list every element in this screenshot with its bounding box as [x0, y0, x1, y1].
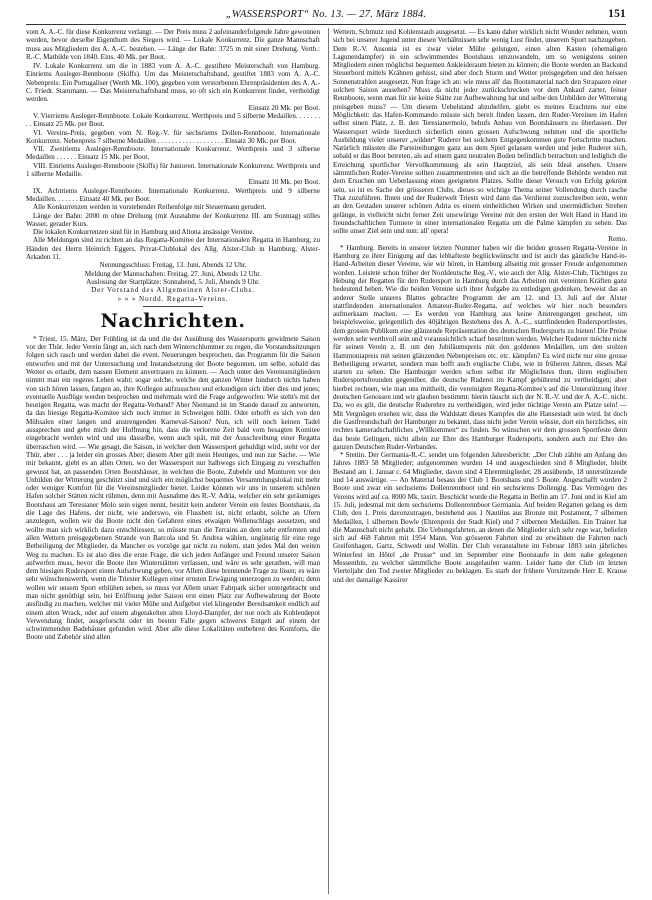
- paragraph: Alle Konkurrenzen werden in vorstehender Reihenfolge mit Steuermann gerudert.: [33, 203, 267, 212]
- paragraph: Auslosung der Startplätze: Sonnabend, 5. Juli, Abends 9 Uhr.: [86, 277, 260, 286]
- signature-line: Der Vorstand des Allgemeinen Alster-Clubs.: [91, 286, 255, 295]
- news-item: * Triest, 15. März. Der Frühling ist da und die der Ausübung des Wassersports gewidmete Saison vor der Thür. Jeder Verein fängt an, sich nach dem Winterschlummer zu regen, die Vorstandssitzungen folgen sich rasch und werden dabei die event. Neuerungen besprochen, das Programm für die Saison entworfen und mit der Untersuchung und Instandsetzung der Boote begonnen, um selbe, sobald das Wetter es erlaubt, dem nassen Element anvertrauen zu können. — Auch unter den Vereinsmitgliedern nimmt man ein regeres Leben wahr; sogar solche, welche den ganzen Winter hindurch nichts haben von sich hören lassen, fangen an, ihre Kollegen aufzusuchen und erkundigen sich über dies und jenes; eventuelle Ausflüge werden besprochen und mehrmals wird die Frage aufgeworfen: Wie steht's mit der heurigen Regatta, was macht der Regatta-Verband? Aber Niemand ist im Stande darauf zu antworten, da das hiesige Regatta-Komitee sich noch immer in Schweigen hüllt. Oder erhofft es sich von den Mühsalen einer langen und anstrengenden Karneval-Saison? Nun, ich will noch keinen Tadel aussprechen und gebe mich der Hoffnung hin, dass die verlorene Zeit bald vom besagten Komitee eingebracht werden wird und uns dasselbe, wenn auch spät, mit der Ausschreibung einer Regatta überraschen wird. — Wie gesagt, die Saison, in welcher dem Wassersport gehuldigt wird, steht vor der Thür, aber . . . ja leider ein grosses Aber; diesem Aber gilt mein Heutiges, und nun zur Sache. — Wie mir bekannt, giebt es an allen Orten, wo der Wassersport nur halbwegs sich Eingang zu verschaffen gewusst hat, an passenden Orten Bootshäuser, in welchen die Boote, Zubehör und Monturen vor den Unbilden der Witterung geschützt sind und sich ein möglichst bequemes Versammlungslokal mit mehr oder weniger Komfort für die Vereinsmitglieder bietet. Leider können wir uns in unserem schönen Hafen solcher Stätten nicht rühmen, denn mit Ausnahme des R.-V. Adria, welcher ein sehr geräumiges Bootshaus am Teresianer Molo sein eigen nennt, besitzt kein anderer Verein ein festes Bootshaus, da die Lage des Hafens, der nicht, wie anderswo, ein Flussbett ist, nicht erlaubt, solche an Ufern anzulegen, wollen wir die Boote nicht den Gefahren eines etwaigen Wellenschlags aussetzen, und wollte man sich wirklich dazu entschliessen, so müsste man die Terrains an dem sehr entfernten und allen Wettern preisgegebenen Strande von Barcola und St. Andrea wählen, ungünstig für eine rege Betheiligung der Mitglieder, da Mancher es vorzöge gar nicht zu rudern, statt jedes Mal den weiten Weg zu machen. Es ist also dies die erste Frage, die sich jeden Anfänger und Freund unserer Saison aufwerfen muss, bevor die Boote ihre Winterstätten verlassen, und wäre es sehr gerathen, will man dem hiesigen Rudersport einen Aufschwung geben, vor Allem diese brennende Frage zu lösen; es wäre sehr wünschenswerth, wenn die Triester Kollegen einer ernsten Erwägung unterzogen zu werden; denn wollen wir unsern Sport erblühen sehen, so muss vor Allem unser Fahrpark sicher untergebracht und man nicht genöthigt sein, bei Eröffnung jeder Saison erst einen Platz zur Aufbewahrung der Boote ausfindig zu machen, welcher mit vieler Mühe und Aufgebot viel klingender Beredsamkeit endlich auf einem alten Wrack, oder auf einem abgetakelten alten Lloyd-Dampfer, der nur noch als Kohlendepot Verwendung findet, ausgeforscht oder im besten Falle gegen schweres Entgelt auf einem der schwimmenden Badehäuser gefunden wird. Aber alle diese Lokalitäten entbehren des Komforts, die Boote und Zubehör sind allen: [26, 334, 320, 642]
- paragraph: Länge der Bahn: 2000 m ohne Drehung (mit Ausnahme der Konkurrenz III. am Sonntag) stilles Wasser, gerader Kurs.: [26, 211, 320, 228]
- news-item: * Hamburg. Bereits in unserer letzten Nummer haben wir die beiden grossen Regatta-Vereine in Hamburg zu ihrer Einigung auf das lebhafteste beglückwünscht und ist auch das gänzliche Hand-in-Hand-Arbeiten dieser Vereine, wie wir hören, in Hamburg allseitig mit grosser Freude aufgenommen worden. Leistete schon früher der Norddeutsche Reg.-V., wie auch der Allg. Alster-Club, Tüchtiges zu Hebung der Regatten für den Rudersport in Hamburg durch das Arbeiten mit vereinten Kräften ganz bedeutend heben. Wie die beiden Vereine sich ihrer Aufgabe zu entledigen gedenken, beweist das an anderer Stelle unseres Blattes gebrachte Programm der am 12. und 13. Juli auf der Alster stattfindenden internationalen Amateur-Ruder-Regatta, auf welches wir hier noch besonders aufmerksam machen. — Es werden von Hamburg aus keine Anstrengungen gescheut, um beispielsweise, gelegentlich des 40jährigen Bestehens des A. A.-C., stattfindenden Rudersportfestes, dem grossen Publikum eine glänzende Repräsentation des deutschen Rudersports zu bieten! Die Preise werden sehr werthvoll sein und voraussichtlich scharf bestritten werden. Welcher Ruderer möchte nicht für seinen Verein z. B. um den Jubiläumspreis mit den goldenen Medaillen, um den stolzen Hammoniapreis mit seinen glänzenden Nebenpreisen etc. etc. kämpfen? Es wird nicht nur eine grosse Betheiligung erwartet, sondern man hofft auch englische Clubs, wie in früheren Jahren, dieses Mal starten zu sehen. Die Hamburger werden schon selbst ihr Möglichstes thun, ihren englischen Rudersportsfreunden gegenüber, die deutsche Ruderei im Kampf gebührend zu vertheidigen; aber hierbei rechnen, wie man uns mittheilt, die vereinigten Regatta-Komitee's auf die Unterstützung ihrer deutschen Genossen und wir glauben bestimmt: hierin täuscht sich der N. R.-V. und der A. A.-C. nicht. Da, wo es gilt, die deutsche Ruderehre zu vertheidigen, wird jeder tüchtige Verein am Platze sein! — Mit Vergnügen ersehen wir, dass die Wahlstatt dieses Kampfes die alte Hansestadt sein wird. Ist doch die Gastfreundschaft der Hamburger zu bekannt, dass nicht jeder Verein wüsste, dort ein herzliches, ein rechtes kameradschaftliches „Willkommen“ zu finden. So wünschen wir dem grossen Sportfeste denn das beste Gelingen, nicht allein zur Ehre des Hamburger Rudersports, sondern auch zur Ehre des ganzen Deutschen Ruder-Verbandes.: [333, 243, 627, 451]
- header-rule: [26, 24, 626, 25]
- news-item: * Stettin. Der Germania-R.-C. sendet uns folgenden Jahresbericht: „Der Club zählte am Anfang des Jahres 1883 58 Mitglieder; aufgenommen wurden 14 und ausgeschieden sind 8 Mitglieder, bleibt Bestand am 1. Januar c. 64 Mitglieder, davon sind 4 Ehrenmitglieder, 28 ausübende, 18 unterstützende und 14 auswärtige. — An Material besass der Club 1 Bootshaus und 5 Boote. Angeschafft wurden 2 Boote und zwar ein sechsriems Dollenrennboot und ein sechsriems Dollengig. Das Vermögen des Vereins wird auf ca. 8000 Mk. taxirt. Beschickt wurde die Regatta in Berlin am 17. Juni und in Kiel am 15. Juli, jedesmal mit dem sechsriems Dollenrennboot Germania. Auf beiden Regatten gelang es dem Club, den 1. Preis davonzutragen, bestehend aus 1 Nautilus aus Bronze mit Postament, 7 silbernen Medaillen, 1 silbernen Bowle (Ehrenpreis der Stadt Kiel) und 7 silbernen Medaillen. Ein Trainer hat die Mannschaft nicht gehabt. Die Uebungsfahrten, an denen die Mitglieder sich sehr rege war, beliefen sich auf 468 Fahrten mit 1954 Mann. Von grösseren Fahrten sind zu erwähnen die Fahrten nach Greifenhagen, Gartz, Schwedt und Wollin. Der Club veranstaltete im Februar 1883 sein jährliches Winterfest im Hôtel „de Prusse“ und im September eine Bootstaufe in dem nahe gelegenen Messenthin, zu welcher sämmtliche Boote ausgelaufen waren. Leider hatte der Club im letzten Vierteljahr den Tod zweier Mitglieder zu beklagen. Es starb der frühere Vorsitzende Herr E. Krause und der damalige Kassirer: [333, 451, 627, 584]
- paragraph: V. Vierriems Ausleger-Rennboote. Lokale Konkurrenz. Werthpreis und 5 silberne Medaillen. . . . . . . . . Einsatz 25 Mk. per Boot.: [26, 111, 320, 129]
- page-header: [26, 9, 626, 23]
- paragraph: VII. Zweiriems Ausleger-Rennboote. Internationale Konkurrenz. Werthpreis und 3 silberne Medaillen . . . . . . Einsatz 15 Mk. per Boot.: [26, 145, 320, 162]
- author-signature: Remo.: [608, 235, 627, 244]
- right-column: [333, 28, 627, 894]
- paragraph: vom A. A.-C. für diese Konkurrenz verlangt. — Der Preis muss 2 aufeinanderfolgende Jahre gewonnen werden, bevor derselbe Eigenthum des Siegers wird. — Lokale Konkurrenz. Die ganze Mannschaft muss aus Mitgliedern des A. A.-C. bestehen. — Länge der Bahn: 3725 m mit einer Drehung. Verth.: R.-C. Mathilde von 1840. Eins. 40 Mk. per Boot.: [26, 28, 320, 61]
- paragraph: Wettern, Schmutz und Kohlenstaub ausgesetzt. — Es kann daher wirklich nicht Wunder nehmen, wenn sich bei unserer Jugend unter diesen Verhältnissen sehr wenig Lust findet, unserem Sport nachzugeben. Dem R.-V. Ausonia ist es zwar vieler Mühe gelungen, einen alten Kasten (ehemaligen Lagunendampfer) in ein schwimmendes Bootshaus umzuwandeln, um so wenigstens seinen Mitgliedern einen möglichst bequemen Ankleideraum bieten zu können; die Boote werden an Backund Steuerbord mittels Krähnen gehisst, sind aber doch Sturm und Wetter preisgegeben und den heissen Sonnenstrahlen ausgesetzt. Nun frage ich an: wie muss all' das Bootsmaterial nach den Strapazen einer solchen Saison aussehen? Muss da nicht jeder zurückschrecken vor dem Ankauf zarter, feiner Rennboote, wenn man für sie keine Stätte zur Aufbewahrung hat und selbe den Unbilden der Witterung preisgeben muss? — Um diesem Uebelstand abzuhelfen, giebt es meines Erachtens nur eine Möglichkeit: das Hafen-Kommando müsste sich bereit finden lassen, den Ruder-Vereinen im Hafen selbst einen Platz, z. B. den Teresianermolo, behufs Anbau von Bootshäusern zu überlassen. Der Wassersport würde hierdurch sicherlich einen grossen Aufschwung nehmen und die sportliche Ausbildung vieler unserer „wilden“ Ruderer bei solchem Entgegenkommen gute Fortschritte machen. Natürlich müssten die Parteireibungen ganz aus dem Spiel gelassen werden und jeder Ruderer sich, sobald er das Boot betreten, als auf einem ganz neutralen Boden befindlich betrachten und lediglich die Erreichung sportlicher Vervollkommnung als sein Hauptziel, als sein Ideal ansehen. Unsere sämmtlichen Ruder-Vereine sollten zusammentreten und sich an die betreffende Behörde wenden mit dem Ersuchen um Ueberlassung eines geeigneten Platzes. Sollte dieser Versuch von Erfolg gekrönt sein, so ist es Sache der grösseren Clubs, dieses so wichtige Thema seiner Vollendung durch rasche That zuzuführen. Ihnen und der Ruderwelt Triests wird dann das Verdienst zuzuschreiben sein, wenn an den Gestaden unserer schönen Adria es einem einheitlichen Wirken und unermüdlichen Streben gelänge, in vielleicht nicht ferner Zeit unsrwürige Vereine mit den ersten der Welt Hand in Hand im freundschaftlichen Turniere in einer internationalen Regatta um die Palme kämpfen zu sehen. Das sollte unser Ziel sein und nun: all' opera!: [333, 28, 627, 236]
- paragraph: IV. Lokale Konkurrenz um die in 1883 vom A. A.-C. gestiftete Meisterschaft von Hamburg. Einriems Ausleger-Rennboote (Skiffs). Um das Meisterschaftsband, gestiftet 1883 vom A. A.-C. Nebenpreis: Ein Portugaliser (Werth Mk. 100), gegeben vom verstorbenen Ehrenpräsidenten des A. A.-C. Friedr. Stammann. — Das Meisterschaftsband muss, so oft sich ein Konkurrent findet, vertheidigt werden.: [26, 62, 320, 104]
- paragraph: VIII. Einriems Ausleger-Rennboote (Skiffs) für Junioren. Internationale Konkurrenz. Werthpreis und 1 silberne Medaille.: [26, 161, 320, 179]
- paragraph: IX. Achtriems Ausleger-Rennboote. Internationale Konkurrenz. Werthpreis und 9 silberne Medaillen. . . . . . . Einsatz 40 Mk. per Boot.: [26, 186, 320, 203]
- left-column: [26, 28, 320, 894]
- paragraph: Meldung der Mannschaften: Freitag, 27. Juni, Abends 12 Uhr.: [84, 269, 262, 278]
- section-divider: [143, 306, 203, 307]
- column-separator: [328, 28, 329, 894]
- signature-line: » » » Nordd. Regatta-Vereins.: [117, 294, 229, 303]
- page-number: 151: [608, 8, 626, 20]
- paragraph: VI. Vereins-Preis, gegeben vom N. Reg.-V. für sechsriems Dollen-Rennboote. Internationale Konkurrenz. Nebenpreis 7 silberne Medaillen . . . . . . . . . . . . . . . . . . . Einsatz 30 Mk. per Boot.: [26, 128, 320, 145]
- paragraph: Nennungsschluss: Freitag, 13. Juni, Abends 12 Uhr.: [99, 261, 247, 270]
- paragraph: Die lokalen Konkurrenzen sind für in Hamburg und Altona ansässige Vereine.: [33, 228, 255, 237]
- paragraph: Einsatz 10 Mk. per Boot.: [248, 178, 320, 187]
- running-head: „WASSERSPORT“ No. 13. — 27. März 1884.: [225, 9, 427, 20]
- paragraph: Alle Meldungen sind zu richten an das Regatta-Komitee der Internationalen Regatta in Hamburg, zu Händen des Herrn Heinrich Eggers, Privat-Clublokal des Allg. Alster-Club in Hamburg, Alster-Arkaden 11.: [26, 236, 320, 262]
- section-title: Nachrichten.: [100, 309, 246, 332]
- paragraph: Einsatz 20 Mk. per Boot.: [248, 103, 320, 112]
